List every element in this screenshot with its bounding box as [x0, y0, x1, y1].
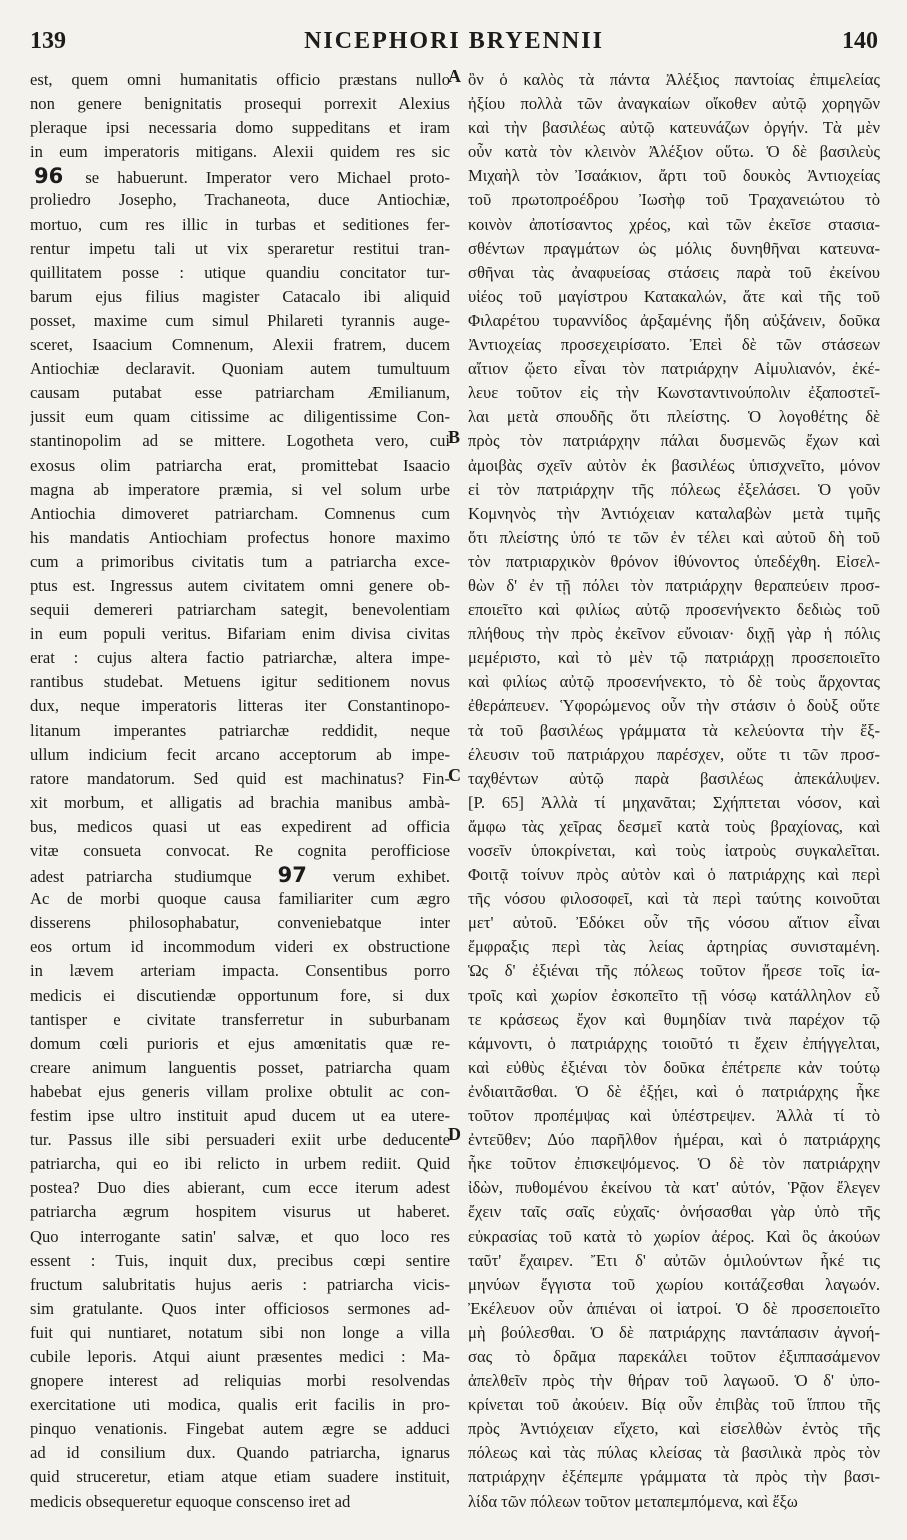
text-line: καὶ τὴν βασιλέως αὐτῷ κατευνάζων ὀργήν. Τὰ μὲν — [468, 118, 880, 138]
margin-marker-b: B — [448, 427, 461, 447]
text-line: posset, maxime cum simul Philareti tyrannis auge- — [30, 310, 450, 330]
text-line: bus, medicos quasi ut eas expedirent ad officia — [30, 816, 450, 836]
text-line: Φιλαρέτου τυραννίδος ἀρξαμένης ἤδη αὐξάνειν, δοῦκα — [468, 310, 880, 330]
text-line: ἔχειν ταῖς σαῖς εὐχαῖς· ὀνήσασθαι γὰρ ὑπὸ τῆς — [468, 1202, 880, 1222]
text-line: quid struceretur, etiam atque etiam suadere instituit, — [30, 1467, 450, 1487]
text-line: μετ' αὐτοῦ. Ἐδόκει οὖν τῆς νόσου αἴτιον εἶναι — [468, 913, 880, 933]
text-line: πόλεως καὶ τὰς πύλας κλείσας τὰ βασιλικὰ πρὸς τὸν — [468, 1443, 880, 1463]
text-line: σας τὸ δρᾶμα παρεκάλει τοῦτον ἐξιππασάμενον — [468, 1346, 880, 1366]
text-line: cum a primoribus civitatis tum a patriarcha exce- — [30, 551, 450, 571]
greek-column — [468, 68, 880, 1514]
text-line: λαι μετὰ σπουδῆς ὅτι πλείστης. Ὁ λογοθέτης δὲ — [468, 407, 880, 427]
text-line: νοσεῖν ὑποκρίνεται, καὶ τοὺς ἰατροὺς συγκαλεῖται. — [468, 841, 880, 860]
text-line: festim ipse ultro instituit apud ducem ut ea utere- — [30, 1106, 450, 1126]
text-line: proliedro Josepho, Trachaneota, duce Antiochiæ, — [30, 190, 450, 210]
text-line: patriarcha, qui eo ibi relicto in urbem rediit. Quid — [30, 1154, 450, 1174]
text-line: υἱέος τοῦ μαγίστρου Καταкαλών, ἅτε καὶ τῆς τοῦ — [468, 286, 880, 306]
text-line: μεμέριστο, καὶ τὸ μὲν τῷ πατριάρχῃ προσεποιεῖτο — [468, 648, 880, 668]
text-line: disserens philosophabatur, conveniebatque inter — [30, 913, 450, 933]
text-line: stantinopolim ad se mittere. Logotheta vero, cui — [30, 431, 450, 451]
text-line: τροῖς καὶ χωρίον ἐσκοπεῖτο τῇ νόσῳ κατάλληλον εὖ — [468, 985, 880, 1005]
text-line: est, quem omni humanitatis officio præstans nullo — [30, 70, 450, 89]
text-line: εποιεῖτο καὶ φιλίως αὐτῷ προσενήνεκτο δεδιὼς τοῦ — [468, 600, 880, 620]
text-line: ἐντεῦθεν; Δύο παρῆλθον ἡμέραι, καὶ ὁ πατριάρχης — [468, 1130, 880, 1150]
text-line: exercitatione uti modica, qualis erit facilis in pro- — [30, 1395, 450, 1415]
text-line: sequii demereri patriarcham sategit, benevolentiam — [30, 600, 450, 620]
text-line: μὴ βούλεσθαι. Ὁ δὲ πατριάρχης παντάπασιν ἀγνοή- — [468, 1322, 880, 1342]
text-line: ad id consilium dux. Quando patriarcha, ignarus — [30, 1443, 450, 1463]
text-line: fuit qui nuntiaret, notatum sibi non longe a villa — [30, 1322, 450, 1342]
text-line: litanum imperantes patriarchæ reddidit, neque — [30, 720, 450, 740]
text-line: ἐνδιαιτᾶσθαι. Ὁ δὲ ἐξῄει, καὶ ὁ πατριάρχης ἧκε — [468, 1081, 880, 1101]
text-line: cubile leporis. Atqui aiunt præsentes medici : Ma- — [30, 1346, 450, 1366]
text-line: sceret, Isaacium Comnenum, Alexii fratrem, ducem — [30, 335, 450, 355]
text-line: habebat ejus generis villam prolixe obtulit ac con- — [30, 1081, 450, 1101]
text-line: ptus est. Ingressus autem civitatem omni genere ob- — [30, 575, 450, 595]
text-line: tur. Passus ille sibi persuaderi exiit urbe deducente — [30, 1130, 450, 1150]
line-text: se habuerunt. Imperator vero Michael proto- — [85, 168, 450, 188]
text-line: patriarcha ægrum hospitem visurus ut haberet. — [30, 1202, 450, 1222]
text-line: ἄμφω τὰς χεῖρας δεσμεῖ κατὰ τοὺς βραχίονας, καὶ — [468, 816, 880, 836]
text-line: fructum salubritatis hujus aeris : patriarcha vicis- — [30, 1274, 450, 1294]
text-line: εἰ τὸν πατριάρχην τῆς πόλεως ἐξελάσει. Ὁ γοῦν — [468, 479, 880, 499]
section-number: 97 — [277, 863, 307, 888]
text-line: Ἐκέλευον οὖν ἀπιέναι οἱ ἰατροί. Ὁ δὲ προσεποιεῖτο — [468, 1298, 880, 1318]
text-line: ἔμφραξις περὶ τὰς λείας ἀρτηρίας συνισταμένη. — [468, 937, 880, 957]
text-line: καὶ εὐθὺς ἐξιέναι τὸν δοῦκα ἐπέτρεπε κἀν τούτῳ — [468, 1057, 880, 1077]
text-line: dux, neque imperatoris litteras iter Constantinopo- — [30, 696, 450, 716]
text-line: magna ab imperatore præmia, si vel solum urbe — [30, 479, 450, 499]
text-line: ἀπελθεῖν πρὸς τὴν θήραν τοῦ λαγωοῦ. Ὁ δ' ὑπο- — [468, 1371, 880, 1391]
text-line: λευε τοῦτον εἰς τὴν Κωνσταντινούπολιν ἐξαποστεῖ- — [468, 383, 880, 403]
text-line: Quo interrogante satin' salvæ, et quo loco res — [30, 1226, 450, 1246]
text-line: his mandatis Antiochiam profectus honore maximo — [30, 527, 450, 547]
line-text: adest patriarcha studiumque — [30, 867, 252, 887]
text-line: ἀμοιβὰς σχεῖν αὐτὸν ἐκ βασιλέως ὑπισχνεῖτο, μόνον — [468, 455, 880, 475]
text-line: πρὸς Ἀντιόχειαν εἴχετο, καὶ εἰσελθὼν ἐντὸς τῆς — [468, 1419, 880, 1439]
text-line: medicis ei discutiendæ opportunum fore, si dux — [30, 985, 450, 1005]
text-line: κοινὸν ἀποτίσαντος χρέος, καὶ τῶν ἐκεῖσε στασια- — [468, 214, 880, 234]
text-line: sim gratulante. Quos inter officiosos sermones ad- — [30, 1298, 450, 1318]
text-line: causam putabat esse patriarcham Æmilianum, — [30, 383, 450, 403]
running-title: NICEPHORI BRYENNII — [304, 28, 604, 54]
text-line: οὖν κατὰ τὸν κλεινὸν Ἀλέξιον οὕτω. Ὁ δὲ βασιλεὺς — [468, 142, 880, 162]
text-line: ἧκε τοῦτον ἐπισκεψόμενος. Ὁ δὲ τὸν πατριάρχην — [468, 1154, 880, 1174]
text-line: πλήθους τὴν πρὸς ἐκεῖνον εὔνοιαν· διχῇ γὰρ ἡ πόλις — [468, 624, 880, 644]
text-line: exosus olim patriarcha erat, promittebat Isaacio — [30, 455, 450, 475]
text-line: pleraque ipsi necessaria domo suppeditans et iram — [30, 118, 450, 138]
text-line: in lævem arteriam impacta. Consentibus porro — [30, 961, 450, 981]
text-line: jussit eum quam citissime ac diligentissime Con- — [30, 407, 450, 427]
text-line: τῆς νόσου φιλοσοφεῖ, καὶ τὰ περὶ ταύτης κοινοῦται — [468, 889, 880, 909]
margin-marker-a: A — [448, 66, 461, 86]
text-line — [30, 164, 450, 188]
text-line: έλευσιν τοῦ πατριάρχου παρέσχεν, οὔτε τι τῶν προσ- — [468, 744, 880, 764]
text-line: gnopere interest ad reliquias morbi resolvendas — [30, 1371, 450, 1391]
text-line: ratore mandatorum. Sed quid est machinatus? Fin- — [30, 768, 450, 788]
text-line: ταχθέντων αὐτῷ παρὰ βασιλέως ἀπεκάλυψεν. — [468, 768, 880, 788]
text-line: τοῦτον προπέμψας καὶ ὑπέστρεψεν. Ἀλλὰ τί τὸ — [468, 1106, 880, 1126]
text-line: eos ortum id incommodum videri ex obstructione — [30, 937, 450, 957]
text-line: rantibus studebat. Metuens igitur seditionem novus — [30, 672, 450, 692]
text-line: ullum indicium fecit arcano acceptorum ab impe- — [30, 744, 450, 764]
text-line: κρίνεται τοῦ ἀκούειν. Βίᾳ οὖν ἐπιβὰς τοῦ ἵππου τῆς — [468, 1395, 880, 1415]
text-line: Φοιτᾷ τοίνυν πρὸς αὐτὸν καὶ ὁ πατριάρχης καὶ περὶ — [468, 865, 880, 885]
text-line: σθέντων πραγμάτων ὡς μόλις δυνηθῆναι κατευνα- — [468, 238, 880, 258]
text-line: medicis obsequeretur equoque conscenso iret ad — [30, 1491, 351, 1511]
text-line: erat : cujus altera factio patriarchæ, altera impe- — [30, 648, 450, 668]
text-line: σθῆναι τὰς ἀναφυείσας στάσεις παρὰ τοῦ ἐκείνου — [468, 262, 880, 282]
text-line: εὐκρασίας τοῦ κατὰ τὸ χωρίον ἀέρος. Καὶ ὃς ἀκούων — [468, 1226, 880, 1246]
text-line: Antiochiæ declaravit. Quoniam autem tumultuum — [30, 359, 450, 379]
text-line: τε κράσεως ἔχον καὶ θυμηδίαν τινὰ παρέχον τῷ — [468, 1009, 880, 1029]
text-line: tantisper e civitate transferretur in suburbanam — [30, 1009, 450, 1029]
text-line: [P. 65] Ἀλλὰ τί μηχανᾶται; Σχήπτεται νόσον, καὶ — [468, 792, 880, 812]
text-line: ταῦτ' ἔχαιρεν. Ἔτι δ' αὐτῶν ὁμιλούντων ἧκέ τις — [468, 1250, 880, 1270]
text-line: αἴτιον ᾤετο εἶναι τὸν πατριάρχην Αἰμυλιανόν, ἐκέ- — [468, 359, 880, 379]
text-line: πρὸς τὸν πατριάρχην πάλαι δυσμενῶς ἔχων καὶ — [468, 431, 880, 451]
text-line: vitæ consueta convocat. Re cognita perofficiose — [30, 841, 450, 860]
text-line: Antiochia dimoveret patriarcham. Comnenus cum — [30, 503, 450, 523]
text-line: μηνύων ἔγγιστα τοῦ χωρίου κοιτάζεσθαι λαγωόν. — [468, 1274, 880, 1294]
text-line: Ac de morbi quoque causa familiariter cum ægro — [30, 889, 450, 909]
latin-column — [30, 68, 450, 1514]
text-line: ὅτι πλείστης ὑπό τε τῶν ἐν τέλει καὶ αὐτοῦ δὴ τοῦ — [468, 527, 880, 547]
text-line: creare animum languentis posset, patriarcha quam — [30, 1057, 450, 1077]
text-line: κάμνοντι, ὁ πατριάρχης τοιοῦτό τι ἔχειν ἐπήγγελται, — [468, 1033, 880, 1053]
text-line: καὶ φιλίως αὐτῷ προσενήνεκτο, τὸ δὲ τοὺς ἄρχοντας — [468, 672, 880, 692]
text-line: postea? Duo dies abierant, cum ecce iterum adest — [30, 1178, 450, 1198]
page-number-right: 140 — [842, 28, 878, 54]
text-line: rentur impetu tali ut vix speraretur restitui tran- — [30, 238, 450, 258]
text-line: Ἀντιοχείας προσεχειρίσατο. Ἐπεὶ δὲ τῶν στάσεων — [468, 335, 880, 355]
text-line: essent : Tuis, inquit dux, precibus cœpi sentire — [30, 1250, 450, 1270]
text-line: xit morbum, et alligatis ad brachia manibus ambà- — [30, 792, 450, 812]
text-line: Κομνηνὸς τὴν Ἀντιόχειαν καταλαβὼν μετὰ τιμῆς — [468, 503, 880, 523]
text-line: τοῦ πρωτοπροέδρου Ἰωσὴφ τοῦ Τραχανειώτου τὸ — [468, 190, 880, 210]
text-line: λίδα τῶν πόλεων τοῦτον μεταπεμπόμενα, καὶ ἔξω — [468, 1491, 798, 1511]
text-line — [30, 863, 450, 887]
text-line: quillitatem posse : utique quandiu concitator tur- — [30, 262, 450, 282]
text-line: θὼν δ' ἐν τῇ πόλει τὸν πατριάρχην θεραπεύειν προσ- — [468, 575, 880, 595]
margin-marker-c: C — [448, 765, 461, 785]
text-line: domum cœli purioris et ejus amœnitatis quæ re- — [30, 1033, 450, 1053]
margin-marker-d: D — [448, 1124, 461, 1144]
text-line: ὃν ὁ καλὸς τὰ πάντα Ἀλέξιος παντοίας ἐπιμελείας — [468, 70, 880, 89]
text-line: ἰδὼν, πυθομένου ἐκείνου τὰ κατ' αὐτόν, Ῥᾷον ἔλεγεν — [468, 1178, 880, 1198]
text-line: non genere benignitatis prosequi porrexit Alexius — [30, 94, 450, 114]
text-line: pinquo venationis. Fingebat autem ægre se adduci — [30, 1419, 450, 1439]
line-text: verum exhibet. — [332, 867, 450, 887]
page-header — [30, 12, 878, 52]
text-line: Μιχαὴλ τὸν Ἰσαάκιον, ἄρτι τοῦ δουκὸς Ἀντιοχείας — [468, 166, 880, 186]
text-line: in eum populi veritus. Bifariam enim divisa civitas — [30, 624, 450, 644]
text-line: πατριάρχην ἐξέπεμπε γράμματα τὰ πρὸς τὴν βασι- — [468, 1467, 880, 1487]
text-line: τὰ τοῦ βασιλέως γράμματα τὰ κελεύοντα τὴν ἔξ- — [468, 720, 880, 740]
text-line: mortuo, cum res illic in turbas et seditiones fer- — [30, 214, 450, 234]
text-line: Ὡς δ' ἐξιέναι τῆς πόλεως τοῦτον ἤρεσε τοῖς ἰα- — [468, 961, 880, 981]
text-line: ἐθεράπευεν. Ὑφορώμενος οὖν τὴν στάσιν ὁ δοὺξ οὔτε — [468, 696, 880, 716]
text-line: barum ejus filius magister Catacalo ibi aliquid — [30, 286, 450, 306]
page-number-left: 139 — [30, 28, 66, 54]
text-line: in eum imperatoris mitigans. Alexii quidem res sic — [30, 142, 450, 162]
text-line: τὸν πατριαρχικὸν θρόνον ἰθύνοντος ὑπεδέχθη. Εἰσελ- — [468, 551, 880, 571]
section-number: 96 — [34, 164, 64, 189]
text-line: ἠξίου πολλὰ τῶν ἀναγκαίων οἴκοθεν αὐτῷ χορηγῶν — [468, 94, 880, 114]
